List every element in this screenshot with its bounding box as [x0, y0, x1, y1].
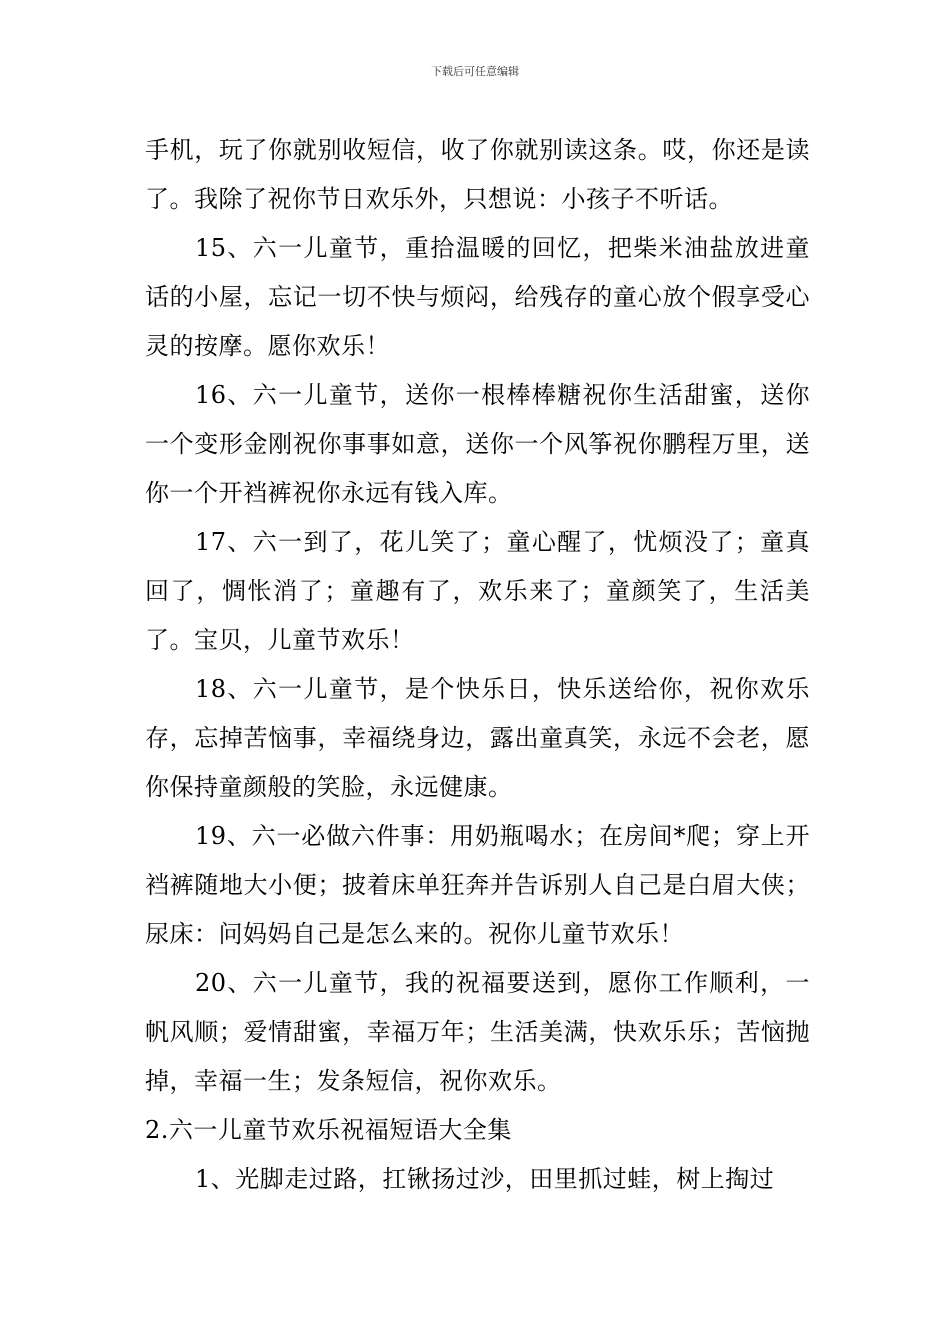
section-heading: 2.六一儿童节欢乐祝福短语大全集	[145, 1116, 512, 1144]
page-header-note: 下载后可任意编辑	[431, 65, 519, 78]
paragraph-1: 1、光脚走过路，扛锹扬过沙，田里抓过蛙，树上掏过	[195, 1165, 775, 1193]
paragraph-19: 19、六一必做六件事：用奶瓶喝水；在房间*爬；穿上开裆裤随地大小便；披着床单狂奔并告诉别人自己是白眉大侠；尿床：问妈妈自己是怎么来的。祝你儿童节欢乐！	[145, 822, 810, 948]
paragraph-16: 16、六一儿童节，送你一根棒棒糖祝你生活甜蜜，送你一个变形金刚祝你事事如意，送你一个风筝祝你鹏程万里，送你一个开裆裤祝你永远有钱入库。	[145, 381, 810, 507]
paragraph-15: 15、六一儿童节，重拾温暖的回忆，把柴米油盐放进童话的小屋，忘记一切不快与烦闷，给残存的童心放个假享受心灵的按摩。愿你欢乐！	[145, 234, 810, 360]
paragraph-18: 18、六一儿童节，是个快乐日，快乐送给你，祝你欢乐存，忘掉苦恼事，幸福绕身边，露出童真笑，永远不会老，愿你保持童颜般的笑脸，永远健康。	[145, 675, 810, 801]
paragraph-20: 20、六一儿童节，我的祝福要送到，愿你工作顺利，一帆风顺；爱情甜蜜，幸福万年；生活美满，快欢乐乐；苦恼抛掉，幸福一生；发条短信，祝你欢乐。	[145, 969, 810, 1095]
paragraph-17: 17、六一到了，花儿笑了；童心醒了，忧烦没了；童真回了，惆怅消了；童趣有了，欢乐来了；童颜笑了，生活美了。宝贝，儿童节欢乐！	[145, 528, 810, 654]
document-body	[145, 126, 810, 1204]
paragraph-continued: 手机，玩了你就别收短信，收了你就别读这条。哎，你还是读了。我除了祝你节日欢乐外，只想说：小孩子不听话。	[145, 136, 810, 213]
